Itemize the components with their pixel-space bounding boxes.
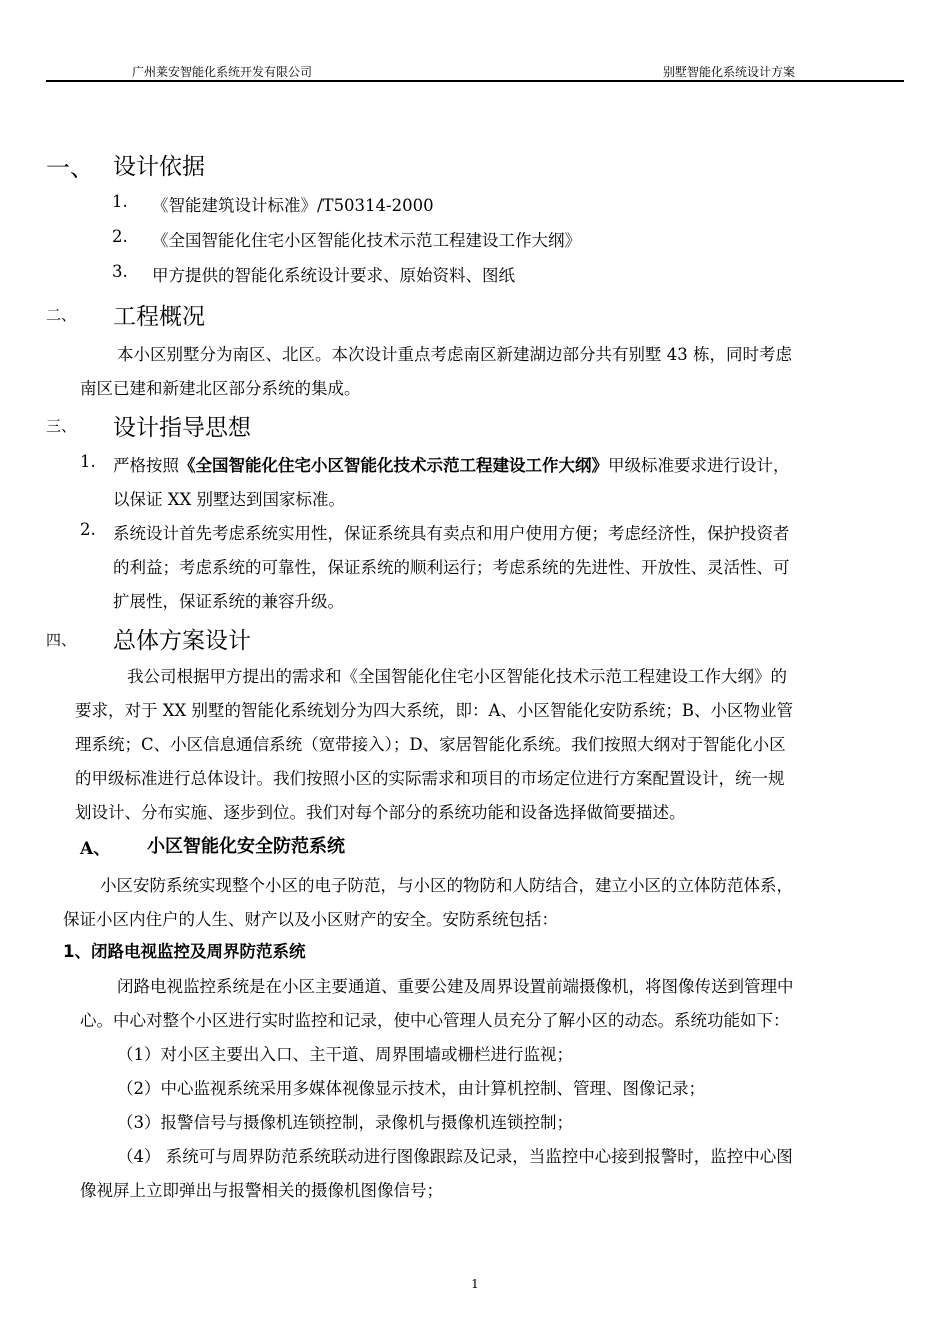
subsection1-feature1: （1）对小区主要出入口、主干道、周界围墙或栅栏进行监视；: [117, 1045, 573, 1064]
section1-item2-text: 《全国智能化住宅小区智能化技术示范工程建设工作大纲》: [152, 231, 581, 250]
subsection1-title: 1、闭路电视监控及周界防范系统: [63, 942, 306, 961]
section3-item1-post: 甲级标准要求进行设计，: [608, 456, 790, 475]
subsectionA-title: 小区智能化安全防范系统: [147, 836, 345, 857]
header-doc-title: 别墅智能化系统设计方案: [663, 65, 796, 79]
section4-para-line3: 理系统；C、小区信息通信系统（宽带接入）；D、家居智能化系统。我们按照大纲对于智能化小区: [75, 735, 786, 754]
section4-title: 总体方案设计: [113, 628, 251, 654]
subsection1-para-line2: 心。中心对整个小区进行实时监控和记录，使中心管理人员充分了解小区的动态。系统功能如下：: [80, 1011, 790, 1030]
section1-item1-num: 1.: [112, 192, 128, 211]
subsectionA-para-line1: 小区安防系统实现整个小区的电子防范，与小区的物防和人防结合，建立小区的立体防范体系，: [100, 876, 793, 895]
subsectionA-para-line2: 保证小区内住户的人生、财产以及小区财产的安全。安防系统包括：: [63, 910, 558, 929]
section3-item1-line2: 以保证 XX 别墅达到国家标准。: [113, 490, 345, 509]
header-company: 广州莱安智能化系统开发有限公司: [132, 65, 313, 79]
subsectionA-number: A、: [80, 839, 111, 859]
subsection1-feature4-line1: （4） 系统可与周界防范系统联动进行图像跟踪及记录，当监控中心接到报警时，监控中心图: [117, 1147, 793, 1166]
section1-item3-num: 3.: [112, 262, 128, 281]
subsection1-feature3: （3）报警信号与摄像机连锁控制，录像机与摄像机连锁控制；: [117, 1113, 573, 1132]
section4-para-line5: 划设计、分布实施、逐步到位。我们对每个部分的系统功能和设备选择做简要描述。: [75, 803, 686, 822]
section3-item1-pre: 严格按照: [113, 456, 179, 475]
section3-item1-line1: [113, 452, 790, 476]
section4-para-line1: 我公司根据甲方提出的需求和《全国智能化住宅小区智能化技术示范工程建设工作大纲》的: [127, 667, 787, 686]
section4-para-line2: 要求，对于 XX 别墅的智能化系统划分为四大系统，即：A、小区智能化安防系统；B、小区物业管: [75, 701, 794, 720]
section3-title: 设计指导思想: [113, 415, 251, 441]
section3-number: 三、: [46, 417, 77, 435]
section3-item2-line1: 系统设计首先考虑系统实用性，保证系统具有卖点和用户使用方便；考虑经济性，保护投资者: [113, 524, 790, 543]
section4-para-line4: 的甲级标准进行总体设计。我们按照小区的实际需求和项目的市场定位进行方案配置设计，统一规: [75, 769, 785, 788]
section4-number: 四、: [46, 631, 77, 649]
section2-para-line1: 本小区别墅分为南区、北区。本次设计重点考虑南区新建湖边部分共有别墅 43 栋，同时考虑: [117, 345, 792, 364]
subsection1-feature2: （2）中心监视系统采用多媒体视像显示技术，由计算机控制、管理、图像记录；: [117, 1079, 705, 1098]
section1-number: 一、: [46, 154, 94, 182]
section3-item2-num: 2.: [80, 520, 96, 539]
section2-para-line2: 南区已建和新建北区部分系统的集成。: [80, 379, 361, 398]
subsection1-feature4-line2: 像视屏上立即弹出与报警相关的摄像机图像信号；: [80, 1181, 443, 1200]
subsection1-para-line1: 闭路电视监控系统是在小区主要通道、重要公建及周界设置前端摄像机，将图像传送到管理中: [117, 977, 794, 996]
section2-number: 二、: [46, 306, 77, 324]
section1-item2-num: 2.: [112, 227, 128, 246]
section1-item1-text: 《智能建筑设计标准》/T50314-2000: [152, 196, 434, 215]
section1-title: 设计依据: [113, 154, 205, 180]
section1-item3-text: 甲方提供的智能化系统设计要求、原始资料、图纸: [152, 266, 515, 285]
section3-item2-line2: 的利益；考虑系统的可靠性，保证系统的顺利运行；考虑系统的先进性、开放性、灵活性、可: [113, 558, 790, 577]
page-number: 1: [471, 1277, 479, 1291]
section3-item1-num: 1.: [80, 452, 96, 471]
header-rule: [46, 80, 904, 82]
section3-item2-line3: 扩展性，保证系统的兼容升级。: [113, 592, 344, 611]
section3-item1-bold: 《全国智能化住宅小区智能化技术示范工程建设工作大纲》: [179, 456, 608, 475]
section2-title: 工程概况: [113, 304, 205, 330]
